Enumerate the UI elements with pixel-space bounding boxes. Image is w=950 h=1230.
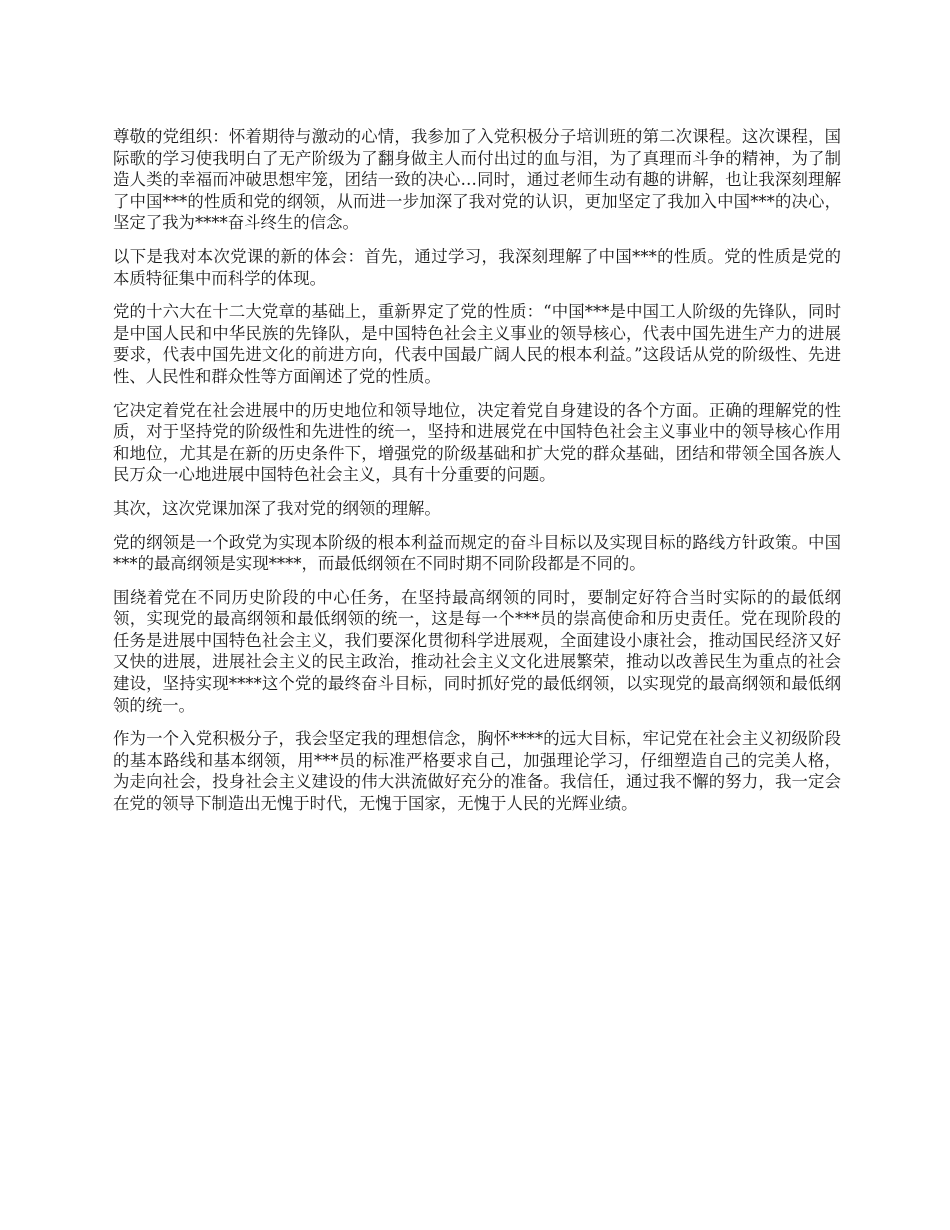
paragraph-8: 作为一个入党积极分子，我会坚定我的理想信念，胸怀****的远大目标，牢记党在社会主义初级阶段的基本路线和基本纲领，用***员的标准严格要求自己，加强理论学习，仔细塑造自己的完美人格，为走向社会，投身社会主义建设的伟大洪流做好充分的准备。我信任，通过我不懈的努力，我一定会在党的领导下制造出无愧于时代，无愧于国家，无愧于人民的光辉业绩。 bbox=[113, 729, 841, 814]
paragraph-2: 以下是我对本次党课的新的体会：首先，通过学习，我深刻理解了中国***的性质。党的性质是党的本质特征集中而科学的体现。 bbox=[113, 246, 841, 288]
paragraph-4: 它决定着党在社会进展中的历史地位和领导地位，决定着党自身建设的各个方面。正确的理解党的性质，对于坚持党的阶级性和先进性的统一，坚持和进展党在中国特色社会主义事业中的领导核心作用和地位，尤其是在新的历史条件下，增强党的阶级基础和扩大党的群众基础，团结和带领全国各族人民万众一心地进展中国特色社会主义，具有十分重要的问题。 bbox=[113, 400, 841, 485]
paragraph-1: 尊敬的党组织：怀着期待与激动的心情，我参加了入党积极分子培训班的第二次课程。这次课程，国际歌的学习使我明白了无产阶级为了翻身做主人而付出过的血与泪，为了真理而斗争的精神，为了制造人类的幸福而冲破思想牢笼，团结一致的决心…同时，通过老师生动有趣的讲解，也让我深刻理解了中国***的性质和党的纲领，从而进一步加深了我对党的认识，更加坚定了我加入中国***的决心，坚定了我为****奋斗终生的信念。 bbox=[113, 127, 841, 233]
paragraph-7: 围绕着党在不同历史阶段的中心任务，在坚持最高纲领的同时，要制定好符合当时实际的的最低纲领，实现党的最高纲领和最低纲领的统一，这是每一个***员的崇高使命和历史责任。党在现阶段的任务是进展中国特色社会主义，我们要深化贯彻科学进展观，全面建设小康社会，推动国民经济又好又快的进展，进展社会主义的民主政治，推动社会主义文化进展繁荣，推动以改善民生为重点的社会建设，坚持实现****这个党的最终奋斗目标，同时抓好党的最低纲领，以实现党的最高纲领和最低纲领的统一。 bbox=[113, 587, 841, 715]
paragraph-6: 党的纲领是一个政党为实现本阶级的根本利益而规定的奋斗目标以及实现目标的路线方针政策。中国***的最高纲领是实现****，而最低纲领在不同时期不同阶段都是不同的。 bbox=[113, 532, 841, 574]
paragraph-5: 其次，这次党课加深了我对党的纲领的理解。 bbox=[113, 498, 441, 518]
paragraph-3: 党的十六大在十二大党章的基础上，重新界定了党的性质：“中国***是中国工人阶级的先锋队，同时是中国人民和中华民族的先锋队，是中国特色社会主义事业的领导核心，代表中国先进生产力的进展要求，代表中国先进文化的前进方向，代表中国最广阔人民的根本利益。”这段话从党的阶级性、先进性、人民性和群众性等方面阐述了党的性质。 bbox=[113, 302, 841, 386]
document-body bbox=[113, 126, 841, 827]
